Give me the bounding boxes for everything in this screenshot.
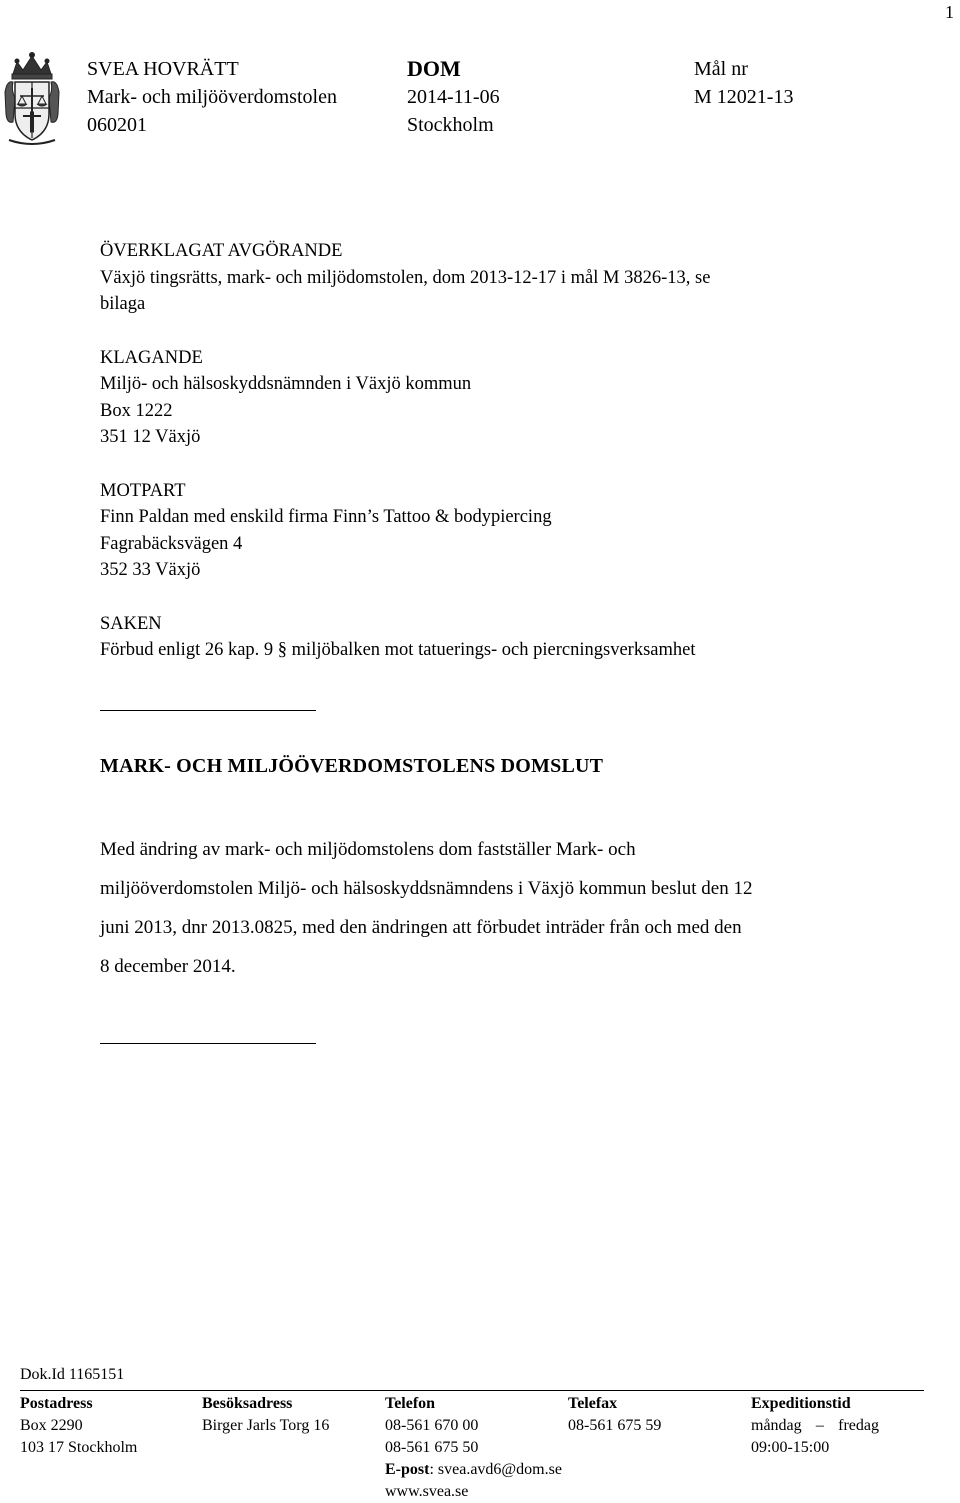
footer-phone	[385, 1393, 562, 1503]
verdict-line: Med ändring av mark- och miljödomstolens dom fastställer Mark- och	[100, 839, 636, 860]
footer-fax-heading: Telefax	[568, 1395, 618, 1412]
footer-postal	[20, 1393, 137, 1459]
footer-rule	[20, 1390, 924, 1391]
appellant-line: Miljö- och hälsoskyddsnämnden i Växjö kommun	[100, 374, 472, 394]
footer-hours-day-from: måndag	[751, 1417, 802, 1434]
footer-visiting	[202, 1393, 329, 1437]
footer-phone-heading: Telefon	[385, 1395, 436, 1412]
section-divider	[100, 710, 316, 711]
case-number: M 12021-13	[694, 86, 794, 108]
header-case-block	[694, 55, 793, 111]
header-court-block	[87, 55, 337, 139]
verdict-heading: MARK- OCH MILJÖÖVERDOMSTOLENS DOMSLUT	[100, 755, 604, 777]
page-number: 1	[945, 2, 954, 22]
appealed-heading: ÖVERKLAGAT AVGÖRANDE	[100, 241, 343, 261]
footer-hours	[751, 1393, 879, 1459]
footer-visiting-line: Birger Jarls Torg 16	[202, 1417, 330, 1434]
footer-email-label: E-post	[385, 1461, 430, 1478]
verdict-line: 8 december 2014.	[100, 956, 236, 977]
footer-hours-dash: –	[815, 1417, 824, 1434]
appellant-heading: KLAGANDE	[100, 347, 203, 368]
footer-website-link[interactable]: www.svea.se	[385, 1483, 469, 1500]
footer-phone-line: 08-561 675 50	[385, 1439, 479, 1456]
court-division: Mark- och miljööverdomstolen	[87, 86, 337, 108]
end-divider	[100, 1043, 316, 1044]
appellant-line: 351 12 Växjö	[100, 427, 201, 447]
court-emblem-logo	[3, 52, 61, 148]
footer-phone-line: 08-561 670 00	[385, 1417, 479, 1434]
document-type: DOM	[407, 56, 461, 81]
document-date: 2014-11-06	[407, 86, 500, 108]
footer-visiting-heading: Besöksadress	[202, 1395, 293, 1412]
verdict-line: miljööverdomstolen Miljö- och hälsoskyddsnämndens i Växjö kommun beslut den 12	[100, 878, 753, 899]
appealed-line: Växjö tingsrätts, mark- och miljödomstolen, dom 2013-12-17 i mål M 3826-13, se	[100, 267, 711, 288]
respondent-heading: MOTPART	[100, 480, 186, 501]
court-name: SVEA HOVRÄTT	[87, 58, 239, 80]
footer-hours-heading: Expeditionstid	[751, 1395, 851, 1412]
appellant-section	[100, 345, 900, 451]
respondent-line: Finn Paldan med enskild firma Finn’s Tattoo & bodypiercing	[100, 507, 552, 527]
footer-email-link[interactable]: : svea.avd6@dom.se	[429, 1461, 562, 1478]
document-id: Dok.Id 1165151	[20, 1366, 125, 1383]
appellant-line: Box 1222	[100, 400, 173, 421]
footer-email	[385, 1459, 562, 1481]
footer-fax	[568, 1393, 661, 1437]
footer-postal-line: Box 2290	[20, 1417, 83, 1434]
document-place: Stockholm	[407, 114, 494, 136]
respondent-line: 352 33 Växjö	[100, 560, 201, 580]
respondent-section	[100, 478, 900, 584]
case-label: Mål nr	[694, 58, 748, 80]
footer-hours-time: 09:00-15:00	[751, 1439, 830, 1456]
court-code: 060201	[87, 114, 147, 136]
matter-line: Förbud enligt 26 kap. 9 § miljöbalken mot tatuerings- och piercningsverksamhet	[100, 640, 696, 660]
footer-postal-heading: Postadress	[20, 1395, 93, 1412]
verdict-text	[100, 830, 900, 986]
footer-hours-day-to: fredag	[838, 1417, 879, 1434]
respondent-line: Fagrabäcksvägen 4	[100, 533, 243, 554]
footer-hours-days	[751, 1415, 879, 1437]
matter-heading: SAKEN	[100, 613, 162, 634]
header-document-block	[407, 55, 500, 139]
matter-section	[100, 611, 900, 664]
verdict-line: juni 2013, dnr 2013.0825, med den ändringen att förbudet inträder från och med den	[100, 917, 742, 938]
appealed-section	[100, 238, 900, 318]
appealed-line: bilaga	[100, 294, 146, 314]
footer-postal-line: 103 17 Stockholm	[20, 1439, 138, 1456]
case-details	[100, 238, 900, 691]
footer-fax-line: 08-561 675 59	[568, 1417, 662, 1434]
